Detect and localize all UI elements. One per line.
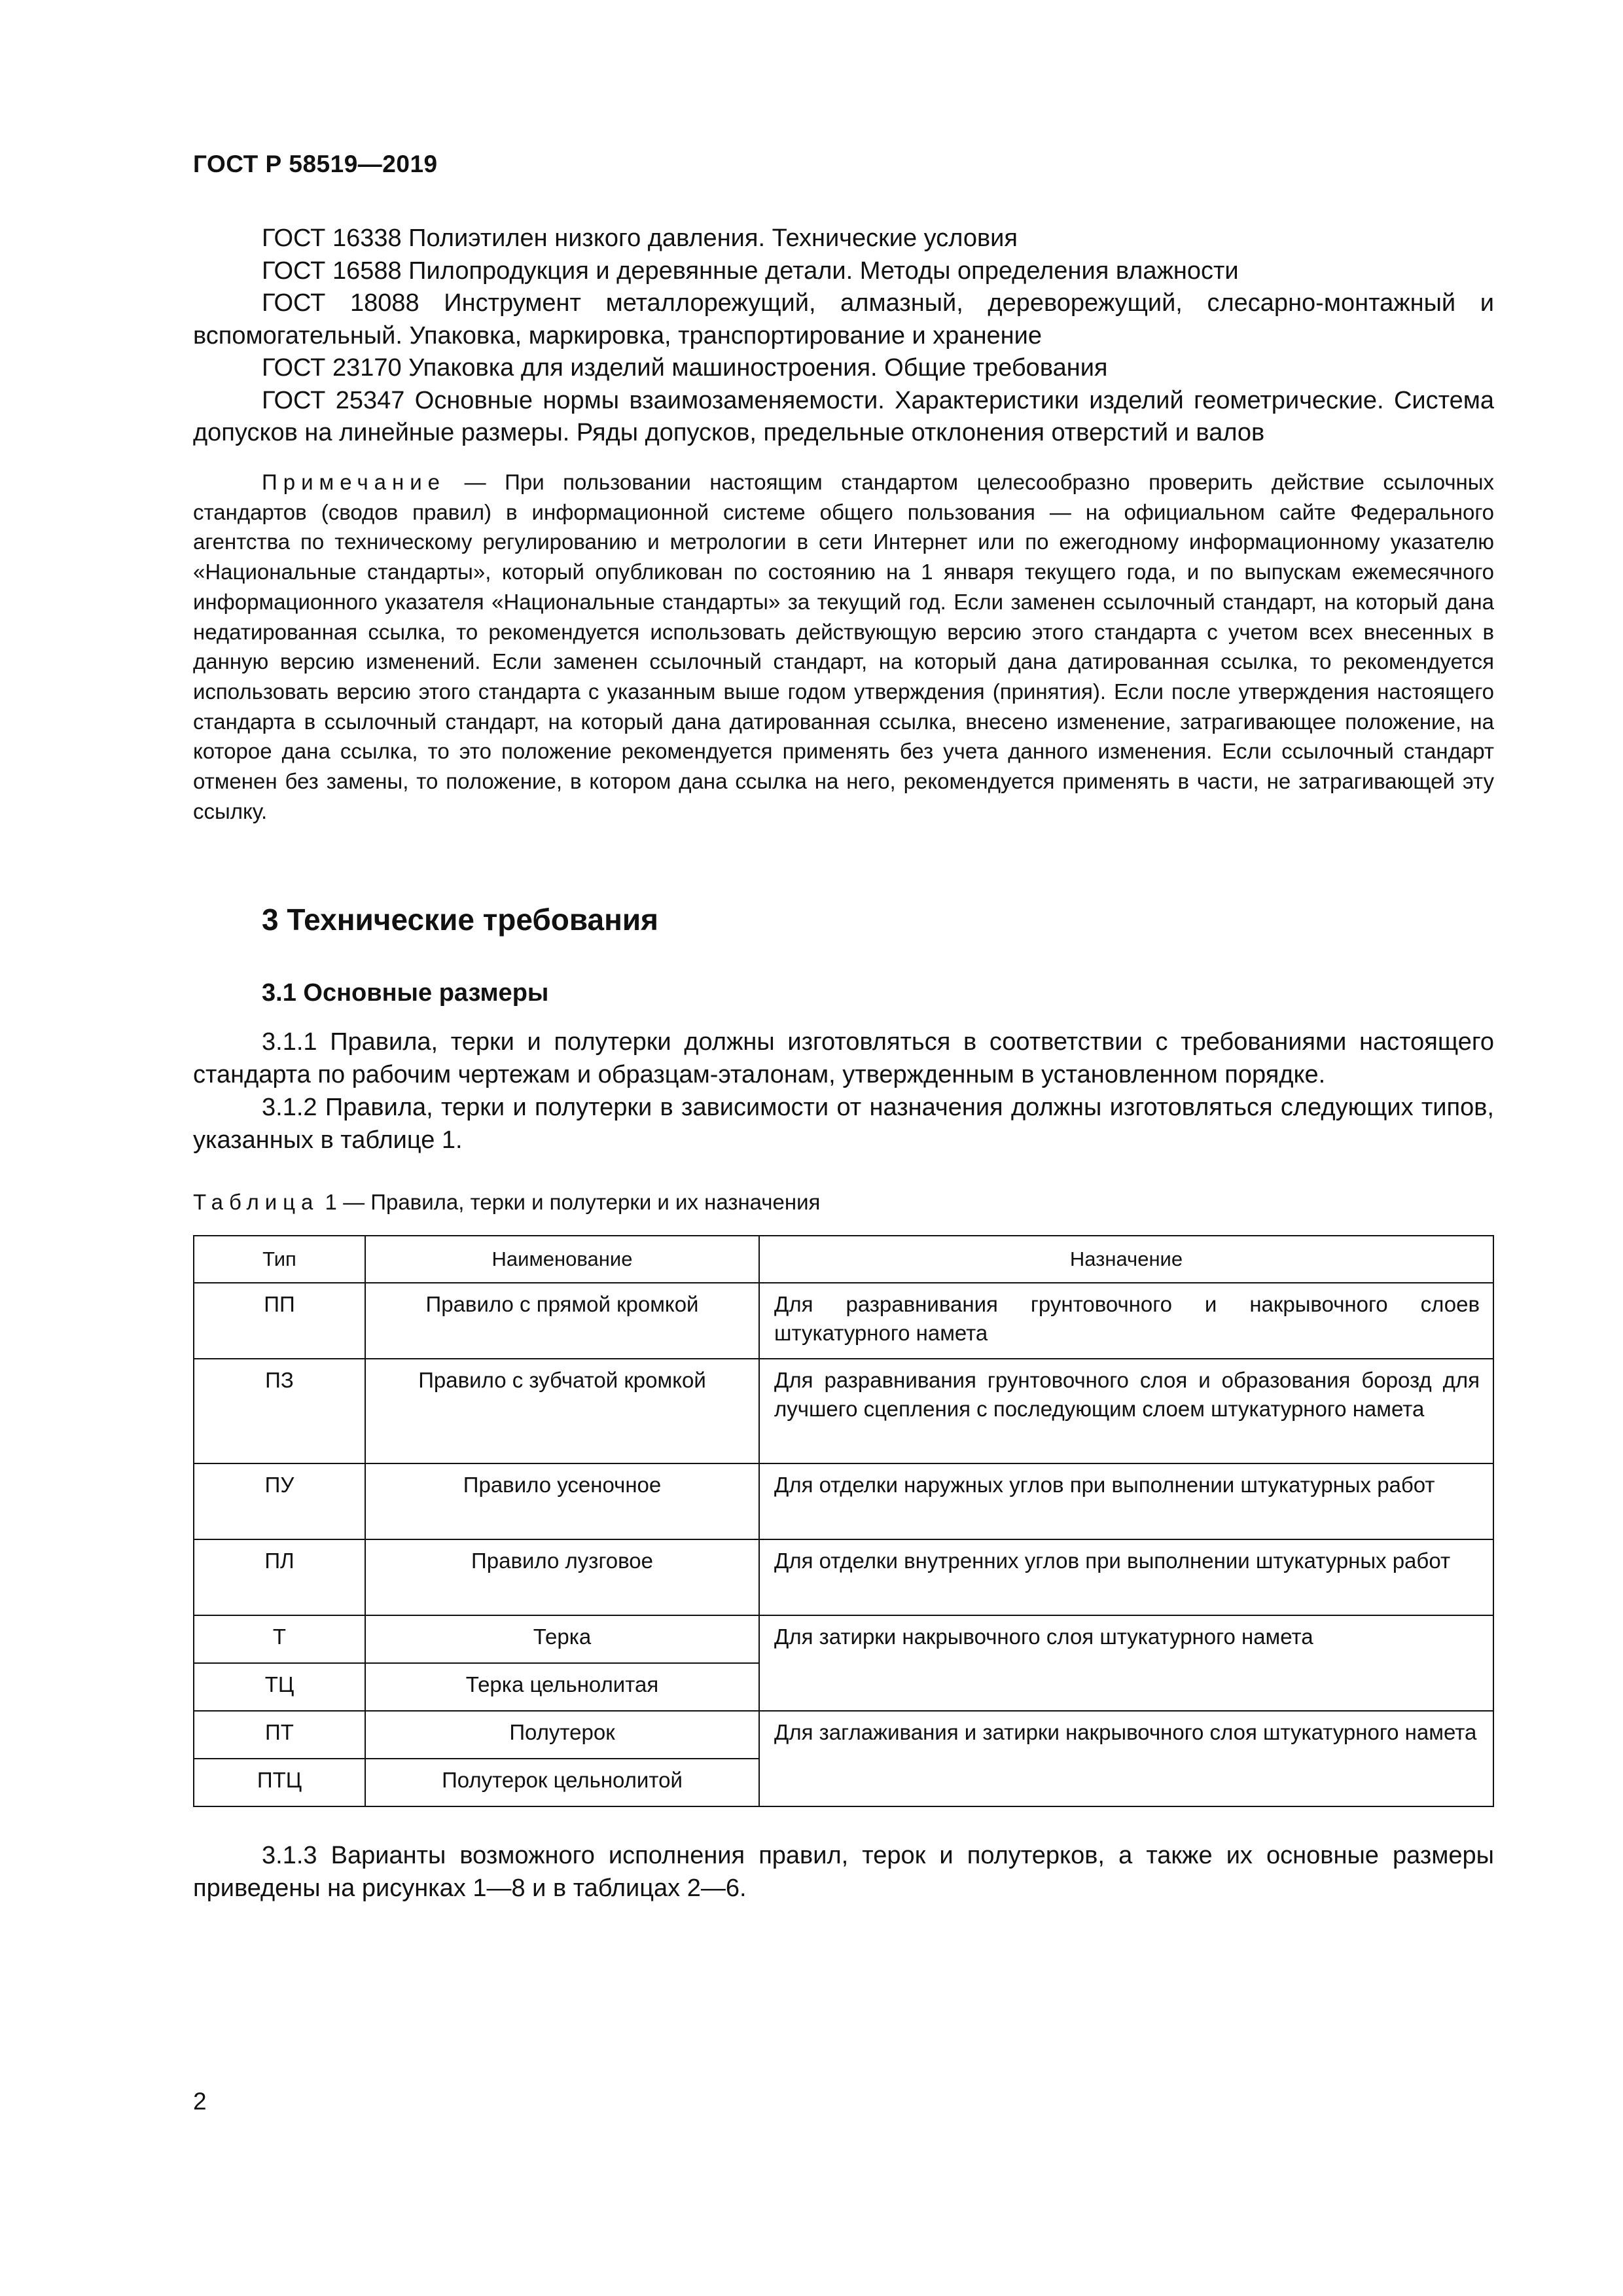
after-table-text [193,1839,1494,1905]
cell-name: Правило лузговое [365,1539,759,1615]
table-row [194,1463,1493,1539]
reference-item: ГОСТ 16588 Пилопродукция и деревянные детали. Методы определения влажности [262,257,1239,285]
cell-type: ПУ [194,1463,365,1539]
note-label: Примечание [262,470,446,494]
paragraph-3-1-3: 3.1.3 Варианты возможного исполнения правил, терок и полутерков, а также их основные размеры приведены на рисунках 1—8 и в таблицах 2—6. [193,1842,1494,1902]
table-caption-text: 1 — Правила, терки и полутерки и их назначения [319,1190,821,1214]
cell-name: Полутерок [365,1711,759,1759]
normative-references-list [193,223,1494,450]
references-note [193,467,1494,826]
header-purpose: Назначение [759,1236,1493,1283]
cell-type: Т [194,1615,365,1663]
cell-type: ПП [194,1283,365,1359]
table-row [194,1359,1493,1463]
cell-type: ПТЦ [194,1759,365,1806]
section-title: 3 Технические требования [262,903,658,937]
cell-name: Правило усеночное [365,1463,759,1539]
cell-purpose: Для отделки внутренних углов при выполнении штукатурных работ [759,1539,1493,1615]
cell-name: Правило с зубчатой кромкой [365,1359,759,1463]
reference-item: ГОСТ 16338 Полиэтилен низкого давления. Технические условия [262,224,1018,252]
table-caption [193,1190,820,1215]
table-row [194,1615,1493,1663]
cell-purpose: Для разравнивания грунтовочного и накрывочного слоев штукатурного намета [759,1283,1493,1359]
paragraph-3-1-1: 3.1.1 Правила, терки и полутерки должны изготовляться в соответствии с требованиями настоящего стандарта по рабочим чертежам и образцам-эталонам, утвержденным в установленном порядке. [193,1028,1494,1088]
table-row [194,1711,1493,1759]
cell-name: Терка цельнолитая [365,1663,759,1711]
page-number: 2 [193,2088,207,2115]
cell-name: Полутерок цельнолитой [365,1759,759,1806]
tools-table [193,1235,1494,1807]
cell-type: ПЛ [194,1539,365,1615]
table-header-row [194,1236,1493,1283]
reference-item: ГОСТ 18088 Инструмент металлорежущий, алмазный, дереворежущий, слесарно-монтажный и вспомогательный. Упаковка, маркировка, транспортирование и хранение [193,289,1494,350]
table-row [194,1283,1493,1359]
header-type: Тип [194,1236,365,1283]
table-row [194,1539,1493,1615]
cell-purpose: Для отделки наружных углов при выполнении штукатурных работ [759,1463,1493,1539]
subsection-title: 3.1 Основные размеры [262,979,549,1007]
reference-item: ГОСТ 23170 Упаковка для изделий машиностроения. Общие требования [262,354,1108,382]
header-name: Наименование [365,1236,759,1283]
paragraph-3-1-2: 3.1.2 Правила, терки и полутерки в зависимости от назначения должны изготовляться следующих типов, указанных в таблице 1. [193,1094,1494,1154]
table-caption-label: Таблица [193,1190,319,1214]
requirements-text [193,1026,1494,1157]
note-paragraph [193,467,1494,826]
cell-type: ПТ [194,1711,365,1759]
cell-name: Правило с прямой кромкой [365,1283,759,1359]
cell-purpose: Для заглаживания и затирки накрывочного слоя штукатурного намета [759,1711,1493,1806]
cell-purpose: Для затирки накрывочного слоя штукатурного намета [759,1615,1493,1711]
reference-item: ГОСТ 25347 Основные нормы взаимозаменяемости. Характеристики изделий геометрические. Система допусков на линейные размеры. Ряды допусков, предельные отклонения отверстий и валов [193,386,1494,446]
cell-purpose: Для разравнивания грунтовочного слоя и образования борозд для лучшего сцепления с последующим слоем штукатурного намета [759,1359,1493,1463]
cell-name: Терка [365,1615,759,1663]
note-text: — При пользовании настоящим стандартом целесообразно проверить действие ссылочных стандартов (сводов правил) в информационной системе общего пользования — на официальном сайте Федерального агентства по техническому регулированию и метрологии в сети Интернет или по ежегодному информационному указателю «Национальные стандарты», который опубликован по состоянию на 1 января текущего года, и по выпускам ежемесячного информационного указателя «Национальные стандарты» за текущий год. Если заменен ссылочный стандарт, на который дана недатированная ссылка, то рекомендуется использовать действующую версию этого стандарта с учетом всех внесенных в данную версию изменений. Если заменен ссылочный стандарт, на который дана датированная ссылка, то рекомендуется использовать версию этого стандарта с указанным выше годом утверждения (принятия). Если после утверждения настоящего стандарта в ссылочный стандарт, на который дана датированная ссылка, внесено изменение, затрагивающее положение, на которое дана ссылка, то это положение рекомендуется применять без учета данного изменения. Если ссылочный стандарт отменен без замены, то положение, в котором дана ссылка на него, рекомендуется применять в части, не затрагивающей эту ссылку. [193,470,1494,823]
document-header: ГОСТ Р 58519—2019 [193,151,438,177]
cell-type: ПЗ [194,1359,365,1463]
cell-type: ТЦ [194,1663,365,1711]
